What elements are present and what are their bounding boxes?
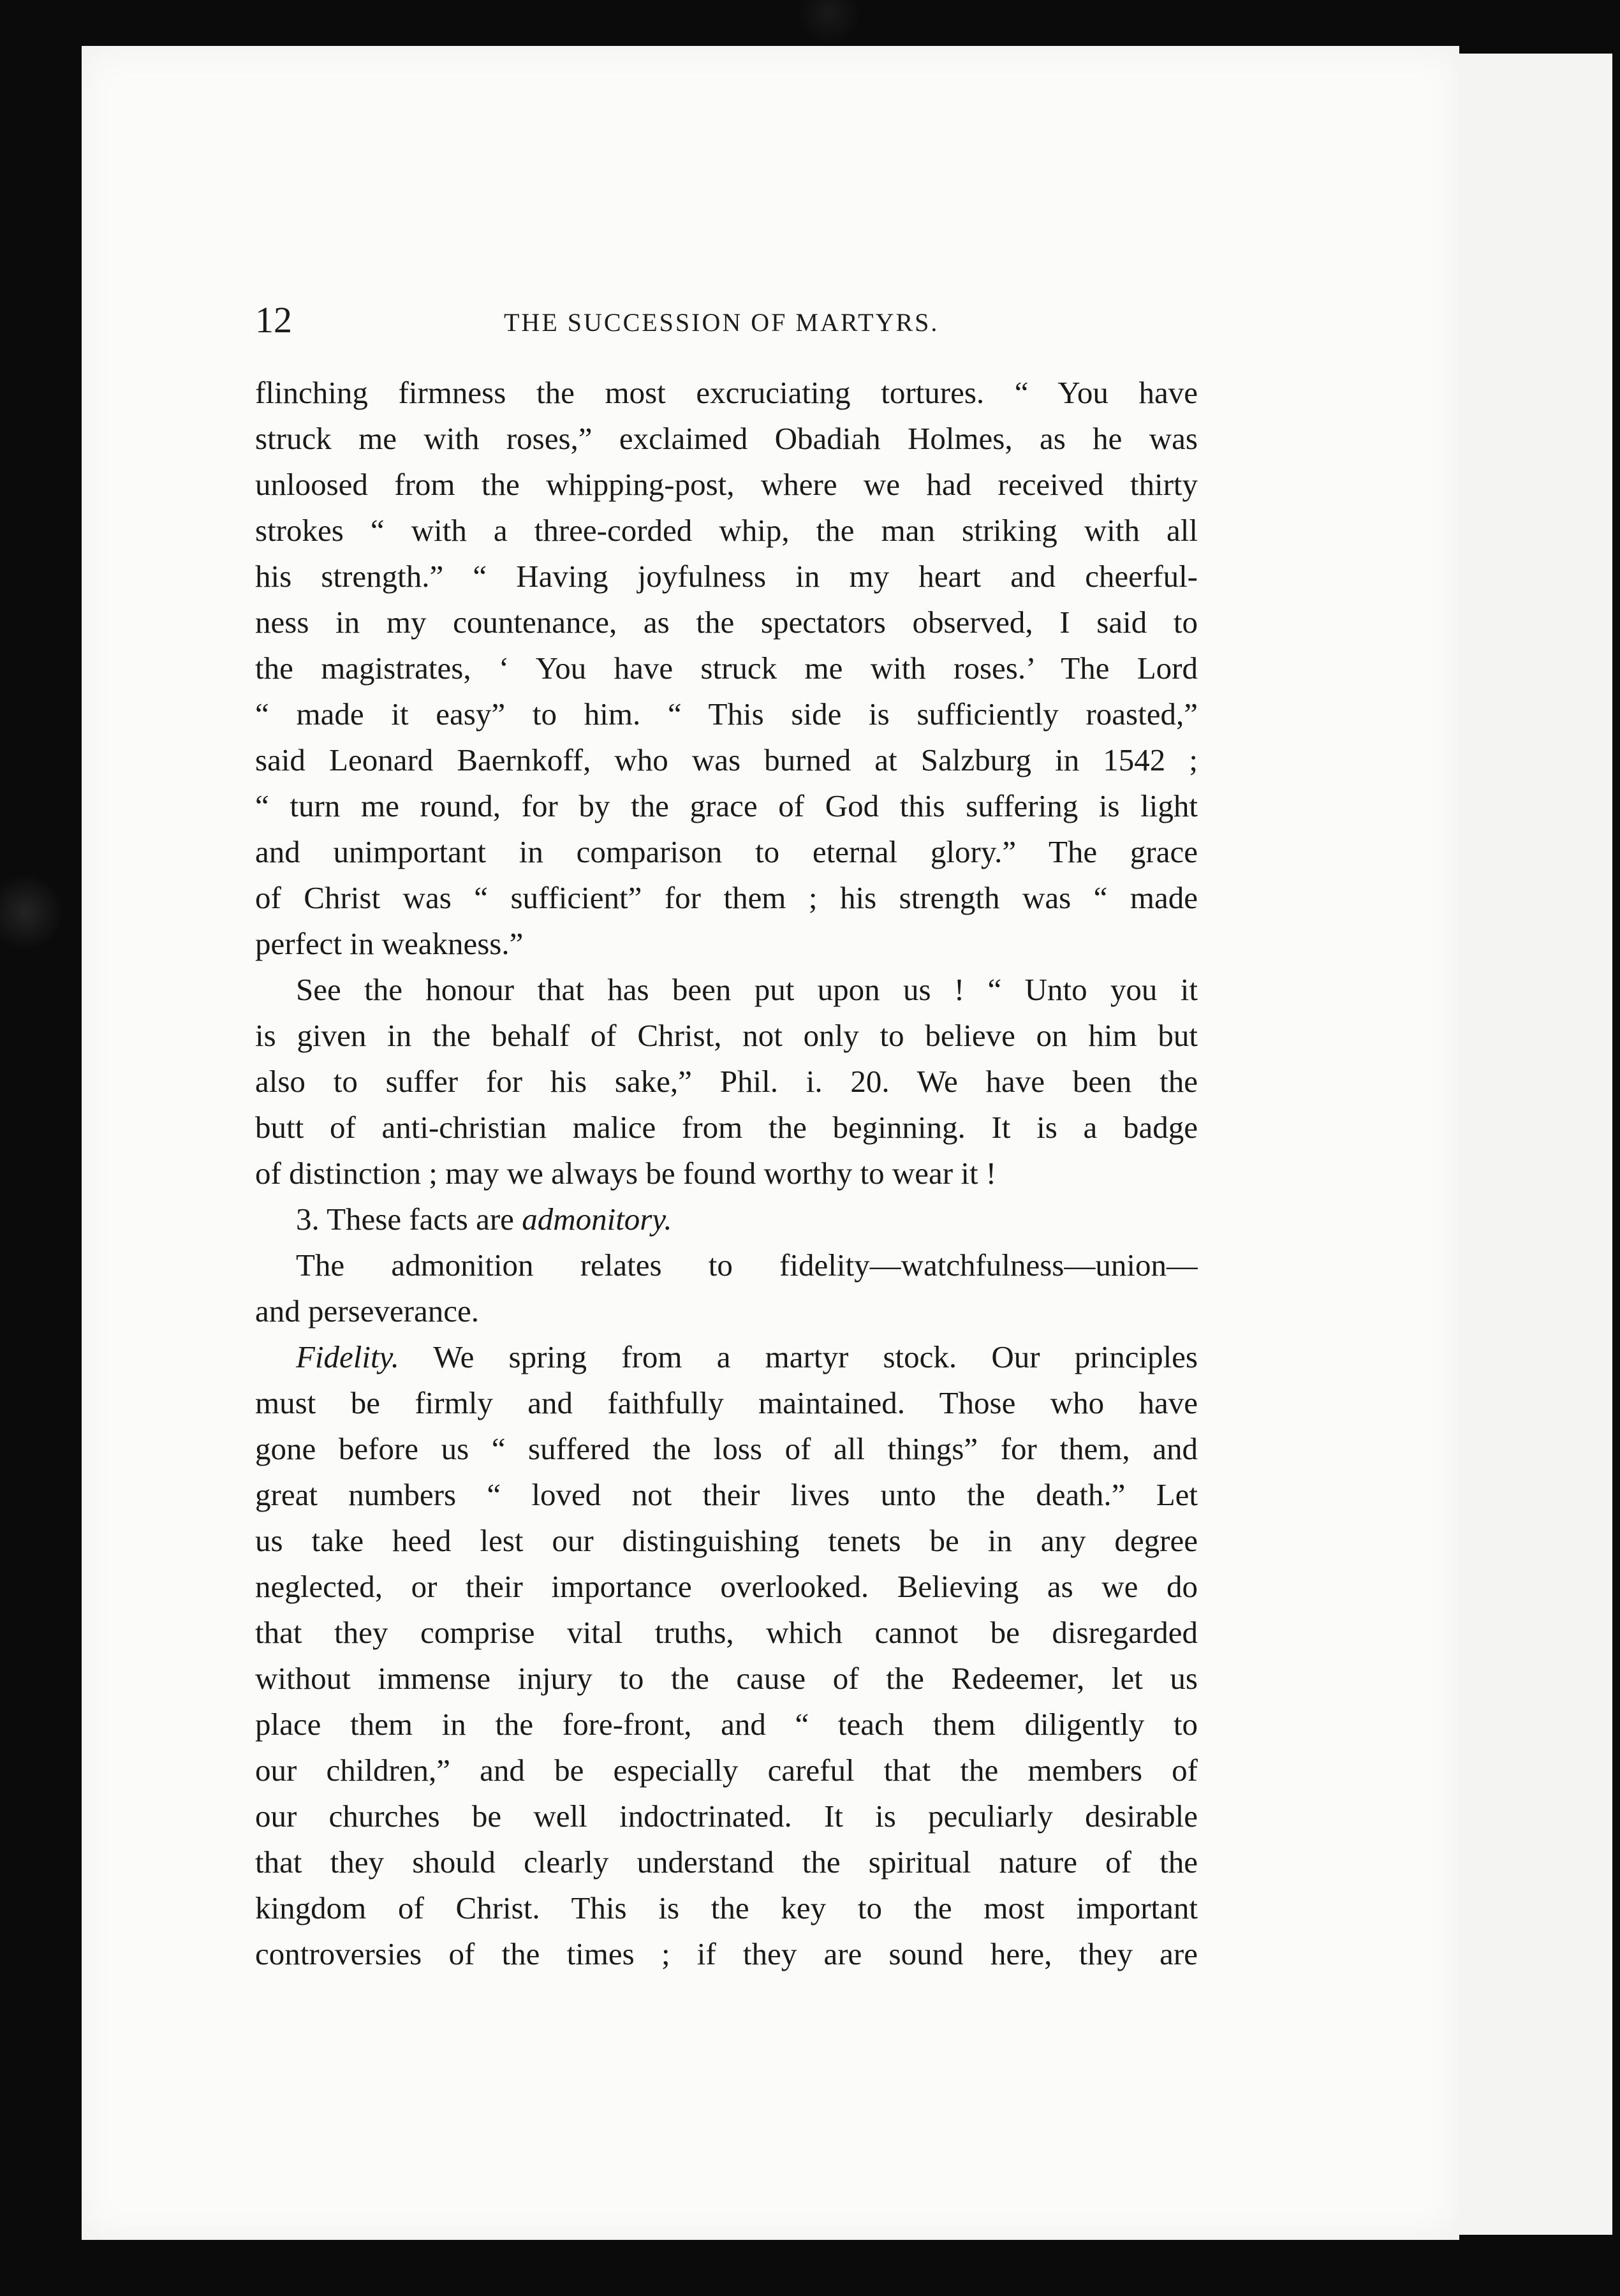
text-line: our children,” and be especially careful that the members of [255, 1753, 1198, 1788]
text-line: kingdom of Christ. This is the key to the most important [255, 1890, 1198, 1925]
text-line: great numbers “ loved not their lives unto the death.” Let [255, 1477, 1198, 1512]
body-text [255, 370, 1198, 1977]
running-title: THE SUCCESSION OF MARTYRS. [504, 308, 939, 337]
text-line: and unimportant in comparison to eternal glory.” The grace [255, 834, 1198, 869]
text-line: “ turn me round, for by the grace of God this suffering is light [255, 788, 1198, 823]
text-line: gone before us “ suffered the loss of all things” for them, and [255, 1431, 1198, 1466]
text-line: controversies of the times ; if they are sound here, they are [255, 1936, 1198, 1971]
paragraph-1 [255, 370, 1198, 967]
text-line: neglected, or their importance overlooked. Believing as we do [255, 1569, 1198, 1604]
paragraph-4 [255, 1242, 1198, 1334]
text-line: struck me with roses,” exclaimed Obadiah Holmes, as he was [255, 421, 1198, 456]
text-line: of Christ was “ sufficient” for them ; his strength was “ made [255, 880, 1198, 915]
paragraph-3 [255, 1196, 1198, 1242]
text-line: “ made it easy” to him. “ This side is sufficiently roasted,” [255, 696, 1198, 732]
text-line: of distinction ; may we always be found worthy to wear it ! [255, 1156, 997, 1191]
text-line: his strength.” “ Having joyfulness in my heart and cheerful- [255, 559, 1198, 594]
facing-page-edge [1459, 54, 1612, 2235]
text-line: strokes “ with a three-corded whip, the man striking with all [255, 513, 1198, 548]
text-line [255, 1196, 1198, 1242]
text-line: ness in my countenance, as the spectators observed, I said to [255, 605, 1198, 640]
text-line: us take heed lest our distinguishing tenets be in any degree [255, 1523, 1198, 1558]
emphasis-text: Fidelity. [296, 1339, 399, 1374]
text-line: the magistrates, ‘ You have struck me with roses.’ The Lord [255, 651, 1198, 686]
paragraph-2 [255, 967, 1198, 1196]
text-line [255, 1334, 1198, 1380]
text-line: and perseverance. [255, 1293, 479, 1328]
text-line: The admonition relates to fidelity—watchfulness—union— [296, 1247, 1198, 1283]
text-line: place them in the fore-front, and “ teach them diligently to [255, 1707, 1198, 1742]
emphasis-text: admonitory. [522, 1202, 672, 1237]
text-span: 3. These facts are [296, 1202, 522, 1237]
page-number: 12 [255, 299, 292, 341]
text-line: perfect in weakness.” [255, 926, 524, 961]
text-line: flinching firmness the most excruciating tortures. “ You have [255, 375, 1198, 410]
text-line: also to suffer for his sake,” Phil. i. 20. We have been the [255, 1064, 1198, 1099]
running-header [255, 295, 1199, 346]
text-line: is given in the behalf of Christ, not only to believe on him but [255, 1018, 1198, 1053]
text-line: unloosed from the whipping-post, where we had received thirty [255, 467, 1198, 502]
text-line: our churches be well indoctrinated. It is peculiarly desirable [255, 1799, 1198, 1834]
text-line: said Leonard Baernkoff, who was burned at Salzburg in 1542 ; [255, 742, 1198, 777]
text-line: without immense injury to the cause of the Redeemer, let us [255, 1661, 1198, 1696]
text-line: See the honour that has been put upon us ! “ Unto you it [296, 972, 1198, 1007]
text-line: that they should clearly understand the spiritual nature of the [255, 1844, 1198, 1880]
text-span: We spring from a martyr stock. Our principles [399, 1339, 1198, 1374]
text-line: must be firmly and faithfully maintained. Those who have [255, 1385, 1198, 1420]
text-line: that they comprise vital truths, which cannot be disregarded [255, 1615, 1198, 1650]
paragraph-5 [255, 1334, 1198, 1977]
text-line: butt of anti-christian malice from the beginning. It is a badge [255, 1110, 1198, 1145]
